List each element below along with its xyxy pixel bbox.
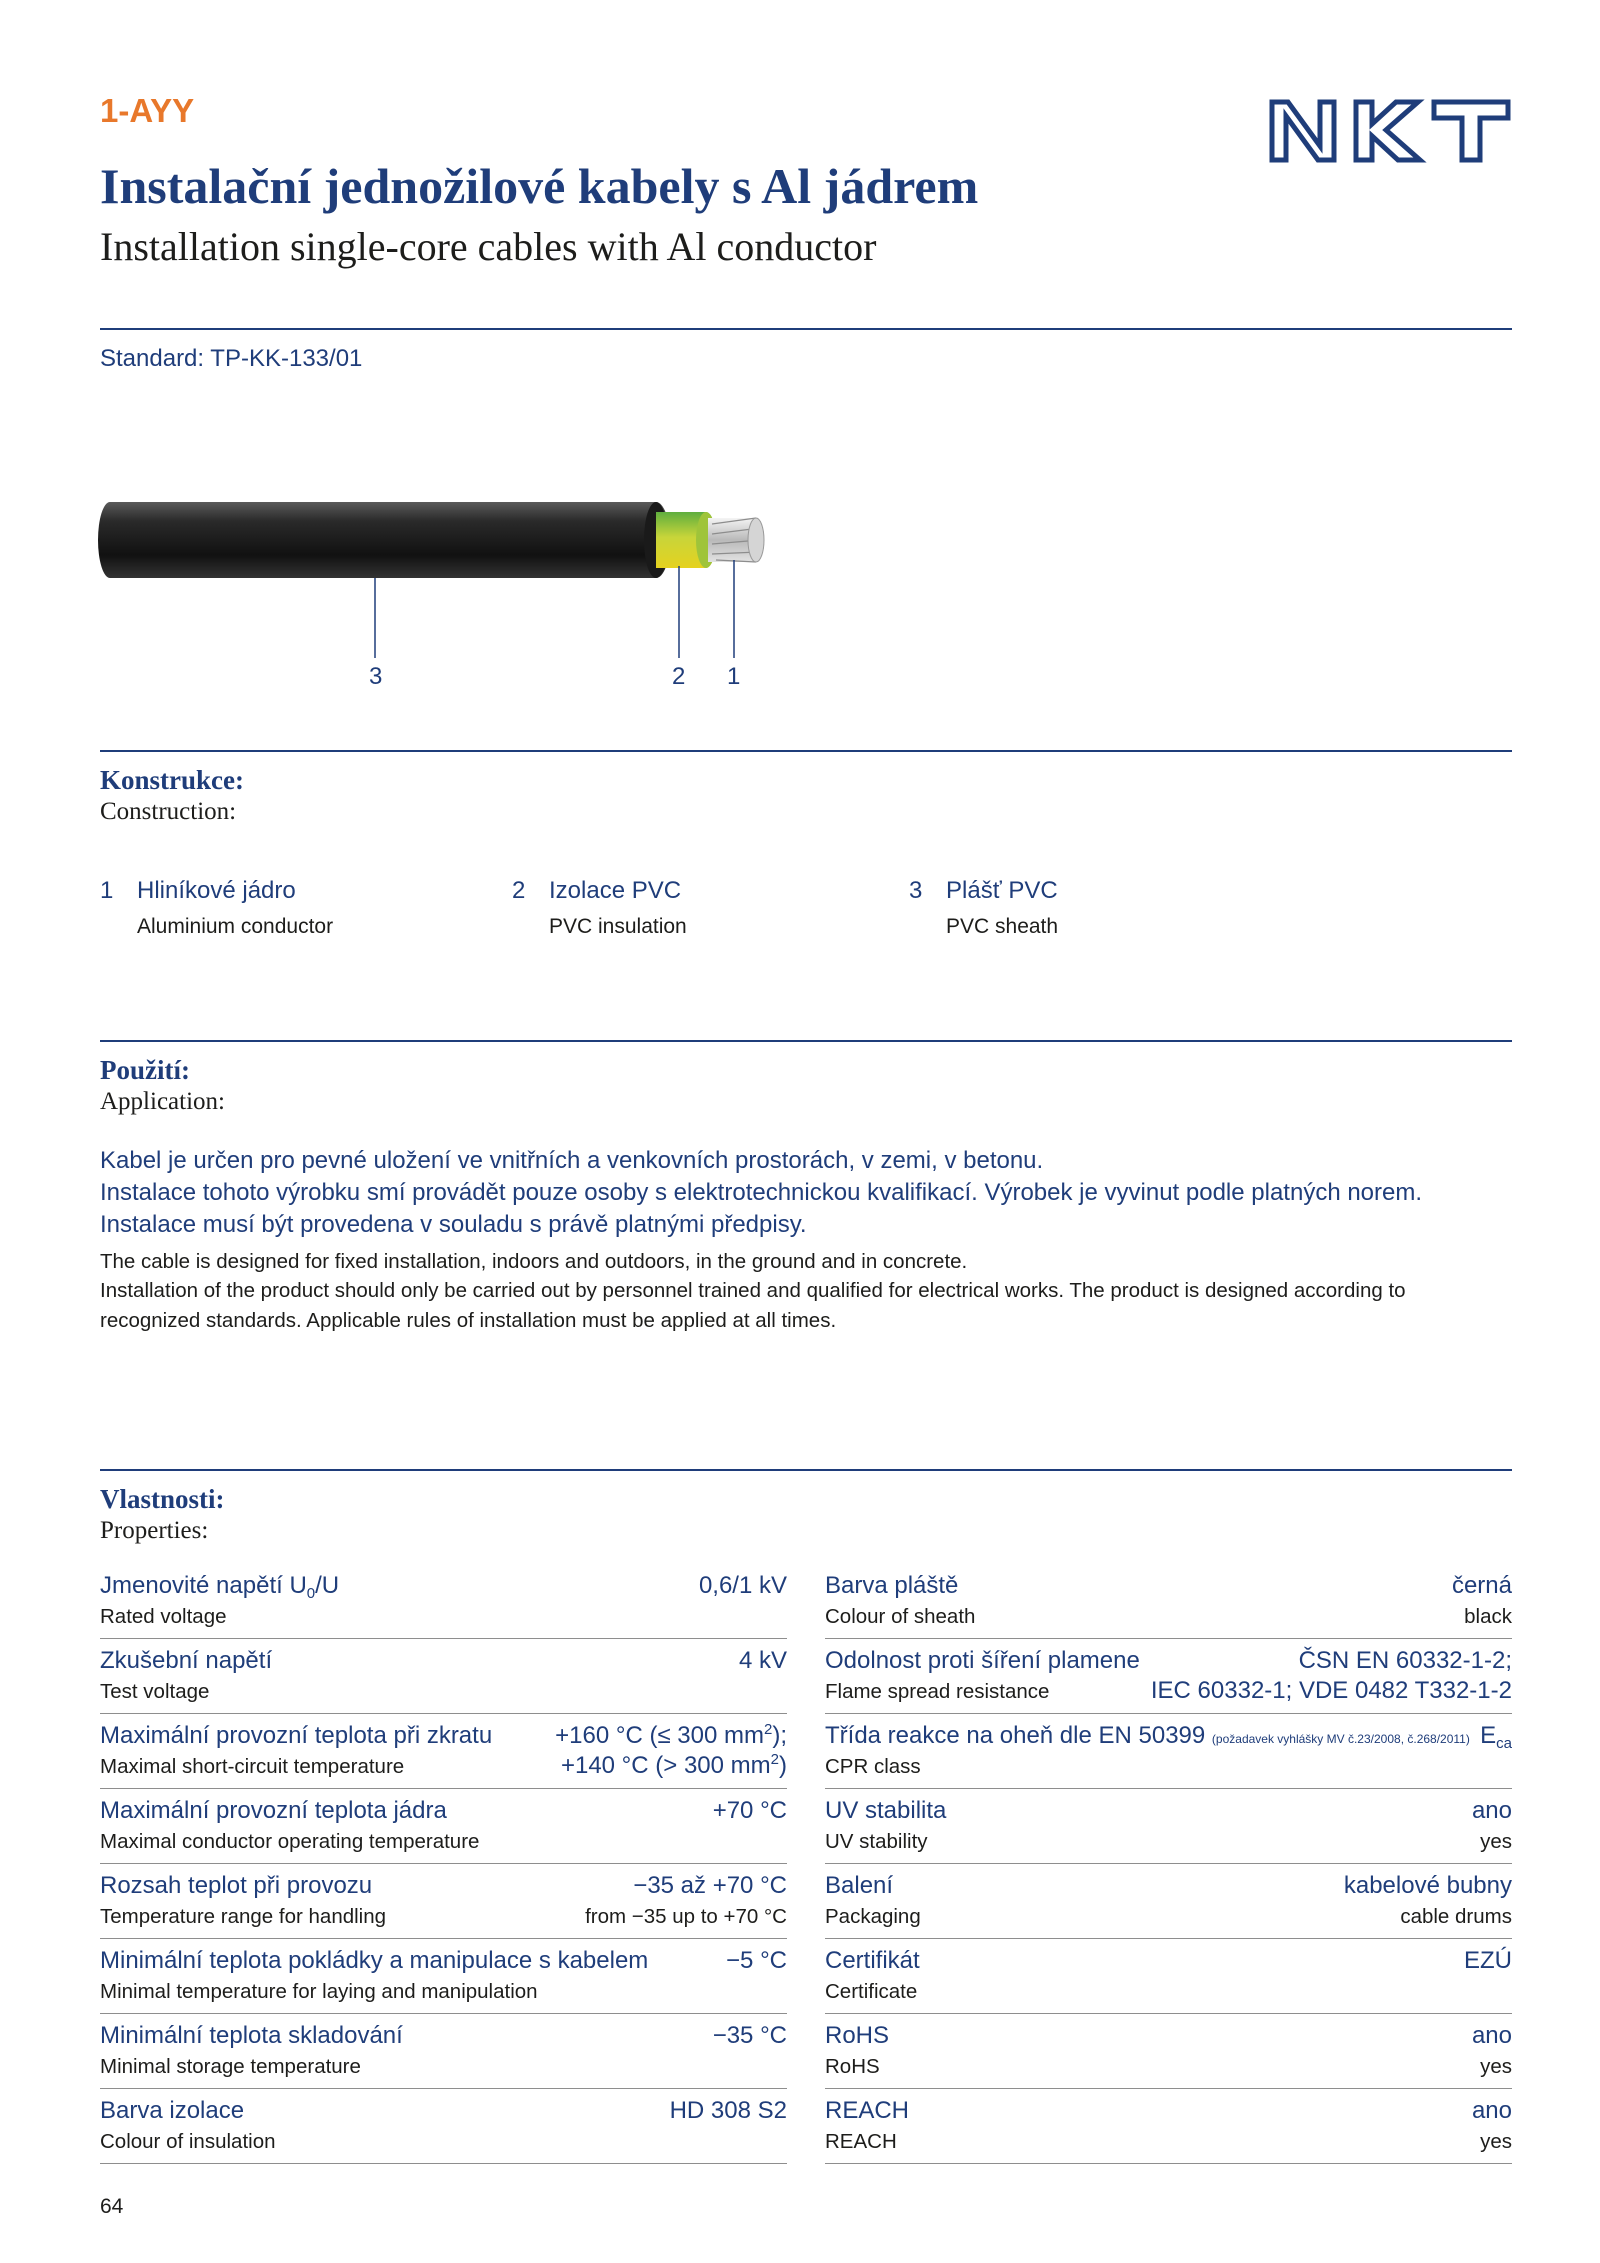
application-text-en-1: The cable is designed for fixed installation, indoors and outdoors, in the ground and in concrete. — [100, 1250, 968, 1273]
property-value: ano — [1471, 2097, 1512, 2124]
property-label-en: Flame spread resistance — [825, 1680, 1050, 1703]
table-row — [100, 1716, 787, 1789]
property-label: Jmenovité napětí $U_0/U$ — [100, 1572, 340, 1602]
property-label: Minimální teplota pokládky a manipulace s kabelem — [100, 1947, 649, 1974]
callout-3: 3 — [369, 663, 383, 690]
application-divider — [100, 1040, 1512, 1042]
property-label-en: Certificate — [825, 1980, 918, 2003]
property-label: Certifikát — [825, 1947, 920, 1974]
property-value: černá — [1451, 1572, 1512, 1599]
construction-item-3-label-en: PVC sheath — [946, 915, 1059, 938]
construction-item-1-label-en: Aluminium conductor — [137, 915, 334, 938]
property-label: UV stabilita — [825, 1797, 947, 1824]
construction-subheading: Construction: — [100, 798, 237, 825]
property-label-en: Colour of insulation — [100, 2130, 276, 2153]
properties-heading: Vlastnosti: — [100, 1484, 225, 1514]
table-row — [100, 1791, 787, 1864]
product-code: 1-AYY — [100, 92, 195, 129]
property-label-en: Temperature range for handling — [100, 1905, 387, 1928]
property-label-en: UV stability — [825, 1830, 928, 1853]
property-value: +160 °C (≤ 300 $mm^2$); — [555, 1721, 787, 1749]
callout-1: 1 — [727, 663, 741, 690]
properties-left-column — [100, 1566, 787, 2166]
property-label: Zkušební napětí — [100, 1647, 273, 1674]
application-text-en-3: recognized standards. Applicable rules of installation must be applied at all times. — [100, 1309, 837, 1332]
table-row — [825, 1791, 1512, 1864]
table-row — [100, 2091, 787, 2164]
property-value: −5 °C — [726, 1947, 787, 1974]
property-value-2: +140 °C (> 300 $mm^2$) — [560, 1751, 787, 1779]
property-label-en: REACH — [825, 2130, 897, 2153]
property-value: HD 308 S2 — [669, 2097, 787, 2124]
properties-divider — [100, 1469, 1512, 1471]
property-note: (požadavek vyhlášky MV č.23/2008, č.268/2011) — [1211, 1732, 1470, 1746]
property-value: $E_{ca}$ — [1480, 1722, 1512, 1752]
application-text-cz-2: Instalace tohoto výrobku smí provádět pouze osoby s elektrotechnickou kvalifikací. Výrobek je vyvinut podle platných norem. — [100, 1179, 1423, 1206]
construction-item-3-label: Plášť PVC — [946, 877, 1058, 904]
property-label: Maximální provozní teplota jádra — [100, 1797, 447, 1824]
property-label: Rozsah teplot při provozu — [100, 1872, 373, 1899]
construction-item-2-label: Izolace PVC — [549, 877, 682, 904]
cable-illustration — [96, 490, 796, 710]
property-label: RoHS — [825, 2022, 890, 2049]
property-label-en: Minimal temperature for laying and manipulation — [100, 1980, 538, 2003]
application-text-en-2: Installation of the product should only be carried out by personnel trained and qualified for electrical works. The product is designed according to — [100, 1279, 1406, 1302]
table-row — [100, 1566, 787, 1639]
application-heading: Použití: — [100, 1055, 190, 1085]
properties-right-column — [825, 1566, 1512, 2166]
construction-item-3-num: 3 — [909, 877, 923, 904]
table-row — [825, 2091, 1512, 2164]
property-value-en: yes — [1480, 2055, 1512, 2078]
property-label: Třída reakce na oheň dle EN 50399 (požadavek vyhlášky MV č.23/2008, č.268/2011) — [825, 1722, 1470, 1749]
construction-item-2-label-en: PVC insulation — [549, 915, 687, 938]
property-label: Barva pláště — [825, 1572, 959, 1599]
property-label: Odolnost proti šíření plamene — [825, 1647, 1140, 1674]
construction-item-2-num: 2 — [512, 877, 526, 904]
property-label: Maximální provozní teplota při zkratu — [100, 1722, 493, 1749]
property-label-en: Rated voltage — [100, 1605, 227, 1628]
property-label: Balení — [825, 1872, 894, 1899]
property-value: kabelové bubny — [1343, 1872, 1512, 1899]
property-label-en: RoHS — [825, 2055, 880, 2078]
property-value-en: yes — [1480, 1830, 1512, 1853]
property-value: 4 kV — [738, 1647, 787, 1674]
property-value: EZÚ — [1464, 1947, 1512, 1974]
construction-item-1-label: Hliníkové jádro — [137, 877, 296, 904]
property-value: ČSN EN 60332-1-2; — [1298, 1647, 1512, 1674]
construction-item-1-num: 1 — [100, 877, 114, 904]
property-value: ano — [1471, 1797, 1512, 1824]
property-value-en: cable drums — [1400, 1905, 1512, 1928]
property-label-en: Colour of sheath — [825, 1605, 976, 1628]
property-label-en: Maximal conductor operating temperature — [100, 1830, 480, 1853]
property-label-en: Minimal storage temperature — [100, 2055, 361, 2078]
property-label-en: CPR class — [825, 1755, 921, 1778]
header-divider — [100, 328, 1512, 330]
page-number: 64 — [100, 2195, 124, 2218]
standard-label: Standard: TP-KK-133/01 — [100, 345, 363, 372]
property-label-en: Packaging — [825, 1905, 921, 1928]
page-title: Instalační jednožilové kabely s Al jádrem — [100, 158, 979, 214]
callout-2: 2 — [672, 663, 686, 690]
property-value: 0,6/1 kV — [698, 1572, 787, 1599]
table-row — [825, 1641, 1512, 1714]
property-label: Barva izolace — [100, 2097, 245, 2124]
property-value-en: black — [1464, 1605, 1512, 1628]
table-row — [825, 2016, 1512, 2089]
property-label-en: Maximal short-circuit temperature — [100, 1755, 405, 1778]
property-label-en: Test voltage — [100, 1680, 210, 1703]
application-subheading: Application: — [100, 1088, 225, 1115]
construction-heading: Konstrukce: — [100, 765, 244, 795]
table-row — [100, 1941, 787, 2014]
property-label: Minimální teplota skladování — [100, 2022, 403, 2049]
properties-subheading: Properties: — [100, 1517, 209, 1544]
property-value: +70 °C — [712, 1797, 787, 1824]
property-value-en: from −35 up to +70 °C — [585, 1905, 787, 1928]
nkt-logo — [1268, 98, 1512, 164]
property-value-en: yes — [1480, 2130, 1512, 2153]
table-row — [825, 1941, 1512, 2014]
property-value: −35 °C — [712, 2022, 787, 2049]
application-text-cz-3: Instalace musí být provedena v souladu s právě platnými předpisy. — [100, 1211, 807, 1238]
table-row — [100, 2016, 787, 2089]
table-row — [825, 1716, 1512, 1789]
property-value: −35 až +70 °C — [633, 1872, 787, 1899]
property-label: REACH — [825, 2097, 910, 2124]
page-subtitle: Installation single-core cables with Al conductor — [100, 224, 877, 269]
table-row — [825, 1866, 1512, 1939]
construction-divider — [100, 750, 1512, 752]
table-row — [100, 1641, 787, 1714]
table-row — [825, 1566, 1512, 1639]
property-value-2: IEC 60332-1; VDE 0482 T332-1-2 — [1150, 1677, 1512, 1704]
property-value: ano — [1471, 2022, 1512, 2049]
table-row — [100, 1866, 787, 1939]
application-text-cz-1: Kabel je určen pro pevné uložení ve vnitřních a venkovních prostorách, v zemi, v betonu. — [100, 1147, 1044, 1174]
